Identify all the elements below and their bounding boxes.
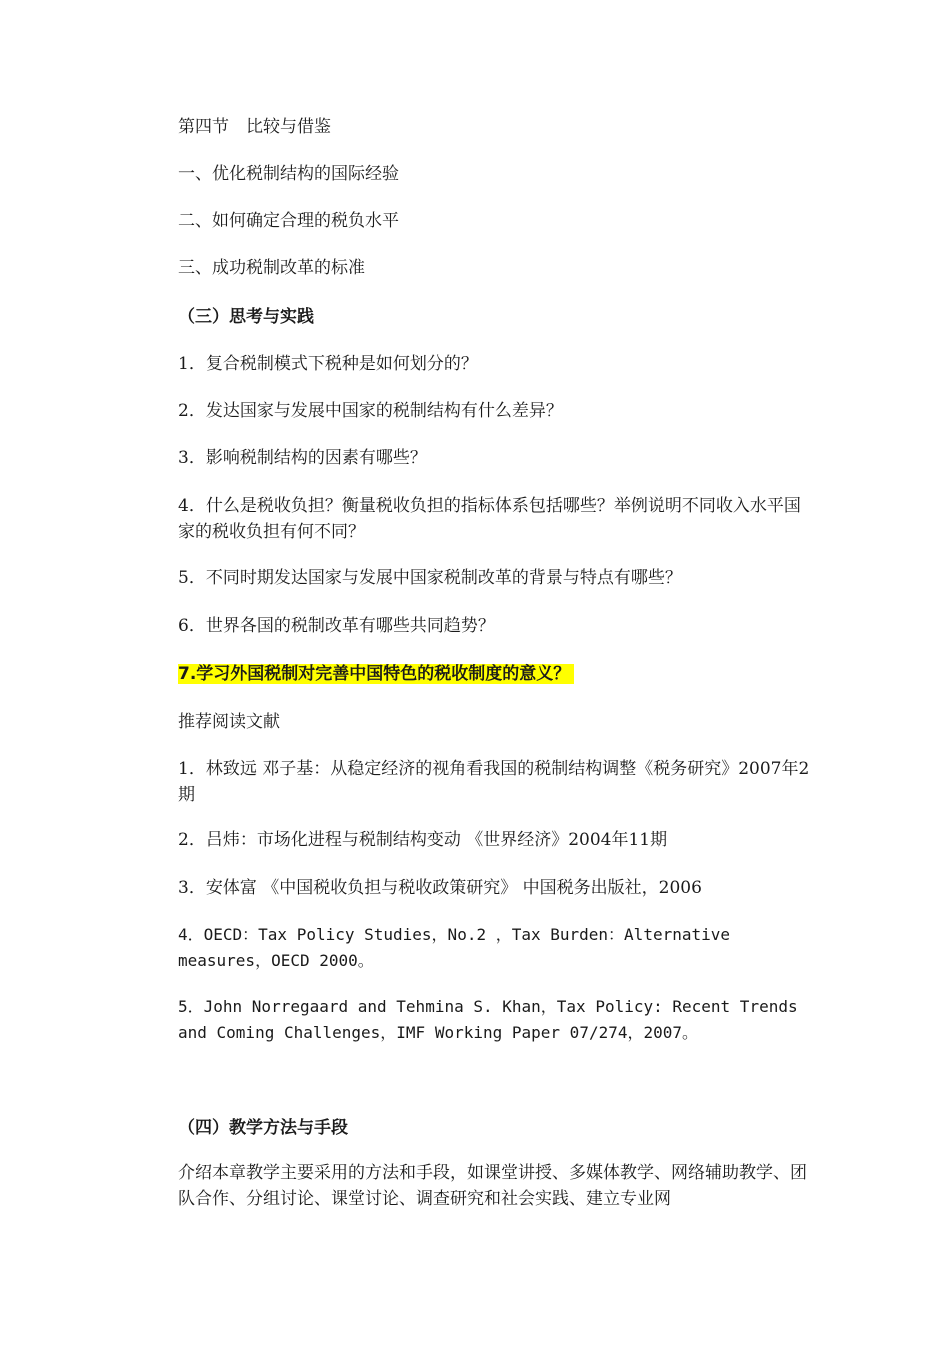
question-2: 2．发达国家与发展中国家的税制结构有什么差异？ <box>178 401 563 421</box>
question-5: 5．不同时期发达国家与发展中国家税制改革的背景与特点有哪些？ <box>178 568 682 588</box>
reference-3: 3．安体富 《中国税收负担与税收政策研究》 中国税务出版社，2006 <box>178 878 702 898</box>
teaching-paragraph: 介绍本章教学主要采用的方法和手段，如课堂讲授、多媒体教学、网络辅助教学、团队合作、分组讨论、课堂讨论、调查研究和社会实践、建立专业网 <box>178 1163 807 1209</box>
question-6: 6．世界各国的税制改革有哪些共同趋势？ <box>178 616 495 636</box>
question-4: 4．什么是税收负担？衡量税收负担的指标体系包括哪些？举例说明不同收入水平国家的税收负担有何不同？ <box>178 496 801 542</box>
reading-heading: 推荐阅读文献 <box>178 712 280 732</box>
reference-4: 4．OECD：Tax Policy Studies，No.2 ，Tax Burden：Alternative measures，OECD 2000。 <box>178 925 731 970</box>
reference-1: 1．林致远 邓子基：从稳定经济的视角看我国的税制结构调整《税务研究》2007年2期 <box>178 759 810 805</box>
section-item-2: 二、如何确定合理的税负水平 <box>178 211 399 231</box>
reference-5: 5．John Norregaard and Tehmina S. Khan，Tax Policy: Recent Trends and Coming Challenges，IMF Working Paper 07/274，2007。 <box>178 997 798 1042</box>
question-1: 1．复合税制模式下税种是如何划分的？ <box>178 354 478 374</box>
reference-2: 2．吕炜：市场化进程与税制结构变动 《世界经济》2004年11期 <box>178 830 668 850</box>
section-item-1: 一、优化税制结构的国际经验 <box>178 164 399 184</box>
section-item-3: 三、成功税制改革的标准 <box>178 258 365 278</box>
section-heading: 第四节 比较与借鉴 <box>178 117 331 137</box>
document-page <box>178 0 810 1347</box>
thinking-heading: （三）思考与实践 <box>178 307 314 327</box>
teaching-heading: （四）教学方法与手段 <box>178 1118 348 1138</box>
question-3: 3．影响税制结构的因素有哪些？ <box>178 448 427 468</box>
question-7-highlighted: 7.学习外国税制对完善中国特色的税收制度的意义？ <box>178 664 574 684</box>
